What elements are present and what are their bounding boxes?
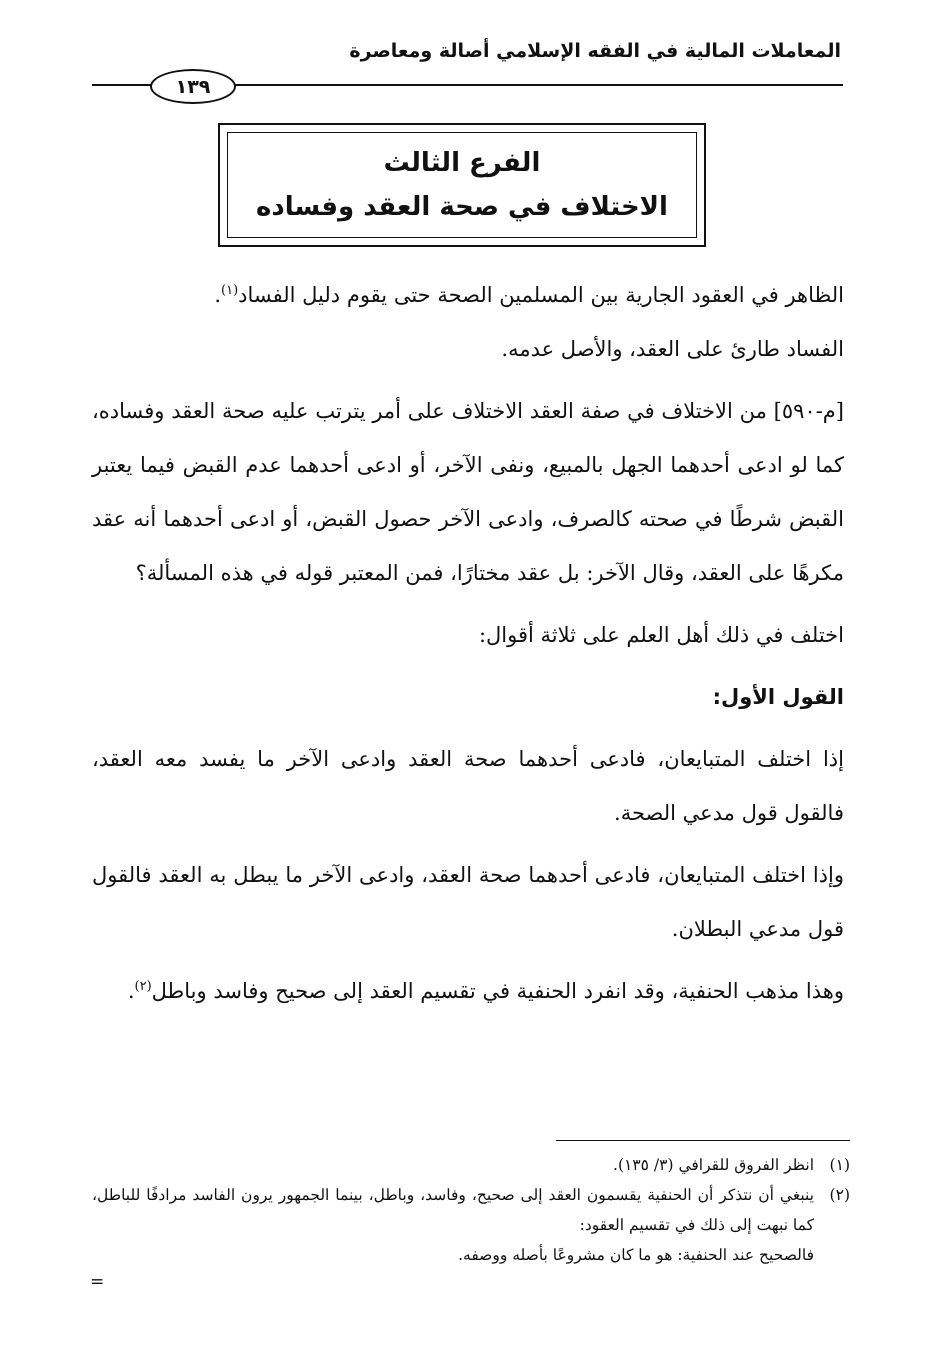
- footnote-2: [92, 1180, 850, 1240]
- paragraph-8: [92, 964, 844, 1018]
- running-header-title: المعاملات المالية في الفقه الإسلامي أصالة ومعاصرة: [349, 40, 841, 62]
- paragraph-1-text: الظاهر في العقود الجارية بين المسلمين الصحة حتى يقوم دليل الفساد: [238, 283, 844, 307]
- body-text: [92, 268, 844, 1026]
- paragraph-7: وإذا اختلف المتبايعان، فادعى أحدهما صحة العقد، وادعى الآخر ما يبطل به العقد فالقول قول مدعي البطلان.: [92, 863, 844, 941]
- section-title: الاختلاف في صحة العقد وفساده: [256, 192, 668, 222]
- section-title-box: [218, 123, 706, 247]
- footnote-ref-1: (١): [221, 283, 239, 298]
- section-subtitle: الفرع الثالث: [383, 148, 541, 178]
- paragraph-8-end: .: [127, 979, 135, 1003]
- paragraph-6: إذا اختلف المتبايعان، فادعى أحدهما صحة العقد وادعى الآخر ما يفسد معه العقد، فالقول قول مدعي الصحة.: [92, 747, 844, 825]
- opinion-heading: القول الأول:: [712, 685, 844, 709]
- paragraph-4: اختلف في ذلك أهل العلم على ثلاثة أقوال:: [478, 623, 844, 647]
- footnote-2-number: (٢): [829, 1186, 850, 1204]
- footnote-ref-2: (٢): [134, 979, 152, 994]
- continuation-mark: =: [90, 1272, 105, 1292]
- footnote-2-continuation: فالصحيح عند الحنفية: هو ما كان مشروعًا بأصله ووصفه.: [458, 1246, 814, 1264]
- page-number: ١٣٩: [150, 69, 236, 104]
- paragraph-1-end: .: [214, 283, 221, 307]
- footnote-2-text: ينبغي أن نتذكر أن الحنفية يقسمون العقد إلى صحيح، وفاسد، وباطل، بينما الجمهور يرون الفاسد مرادفًا للباطل، كما نبهت إلى ذلك في تقسيم العقود:: [92, 1186, 814, 1234]
- paragraph-3: [م-٥٩٠] من الاختلاف في صفة العقد الاختلاف على أمر يترتب عليه صحة العقد وفساده، كما لو ادعى أحدهما الجهل بالمبيع، ونفى الآخر، أو ادعى أحدهما عدم القبض فيما يعتبر القبض شرطًا في صحته كالصرف، وادعى الآخر حصول القبض، أو ادعى أحدهما أنه عقد مكرهًا على العقد، وقال الآخر: بل عقد مختارًا، فمن المعتبر قوله في هذه المسألة؟: [92, 399, 845, 585]
- paragraph-2: الفساد طارئ على العقد، والأصل عدمه.: [501, 337, 844, 361]
- footnote-rule: [556, 1140, 850, 1141]
- footnote-1-number: (١): [829, 1156, 850, 1174]
- footnote-1-text: انظر الفروق للقرافي (٣/ ١٣٥).: [613, 1156, 814, 1174]
- paragraph-1: [92, 268, 844, 322]
- footnotes: [92, 1150, 850, 1270]
- paragraph-8-text: وهذا مذهب الحنفية، وقد انفرد الحنفية في تقسيم العقد إلى صحيح وفاسد وباطل: [151, 979, 844, 1003]
- section-title-frame: [227, 132, 697, 238]
- footnote-1: [92, 1150, 850, 1180]
